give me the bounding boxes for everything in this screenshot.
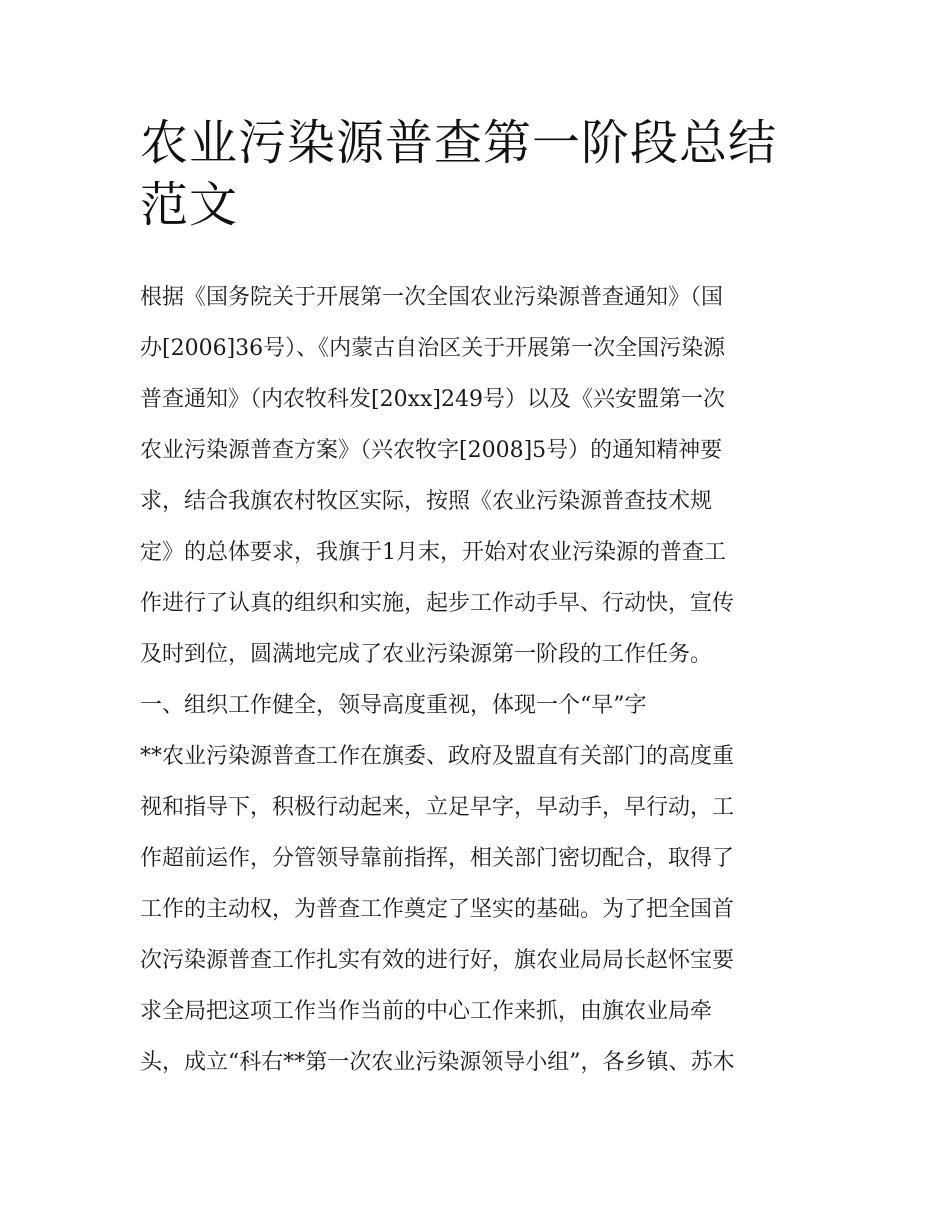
document-content (140, 112, 820, 1088)
text-line: 普查通知》（内农牧科发[20xx]249号）以及《兴安盟第一次 (140, 387, 725, 412)
heading-line: 一、组织工作健全，领导高度重视，体现一个“早”字 (140, 693, 647, 718)
text-line: 作进行了认真的组织和实施，起步工作动手早、行动快，宣传 (140, 591, 735, 616)
text-line: 视和指导下，积极行动起来，立足早字，早动手，早行动，工 (140, 795, 735, 820)
text-line: 求全局把这项工作当作当前的中心工作来抓，由旗农业局牵 (140, 999, 713, 1024)
text-line: 求，结合我旗农村牧区实际，按照《农业污染源普查技术规 (140, 489, 713, 514)
intro-paragraph (140, 272, 820, 680)
document-body (140, 272, 820, 1088)
title-line: 农业污染源普查第一阶段总结 (140, 115, 778, 171)
text-line: **农业污染源普查工作在旗委、政府及盟直有关部门的高度重 (140, 744, 735, 769)
document-title (140, 112, 820, 236)
section-paragraph (140, 731, 820, 1088)
text-line: 定》的总体要求，我旗于1月末，开始对农业污染源的普查工 (140, 540, 726, 565)
text-line: 办[2006]36号）、《内蒙古自治区关于开展第一次全国污染源 (140, 336, 726, 361)
title-line: 范文 (140, 177, 239, 233)
section-heading (140, 680, 820, 731)
text-line: 作超前运作，分管领导靠前指挥，相关部门密切配合，取得了 (140, 846, 735, 871)
text-line: 头，成立“科右**第一次农业污染源领导小组”，各乡镇、苏木 (140, 1050, 735, 1075)
text-line: 工作的主动权，为普查工作奠定了坚实的基础。为了把全国首 (140, 897, 735, 922)
text-line: 次污染源普查工作扎实有效的进行好，旗农业局局长赵怀宝要 (140, 948, 735, 973)
text-line: 根据《国务院关于开展第一次全国农业污染源普查通知》（国 (140, 285, 724, 310)
text-line: 及时到位，圆满地完成了农业污染源第一阶段的工作任务。 (140, 642, 713, 667)
text-line: 农业污染源普查方案》（兴农牧字[2008]5号）的通知精神要 (140, 438, 723, 463)
